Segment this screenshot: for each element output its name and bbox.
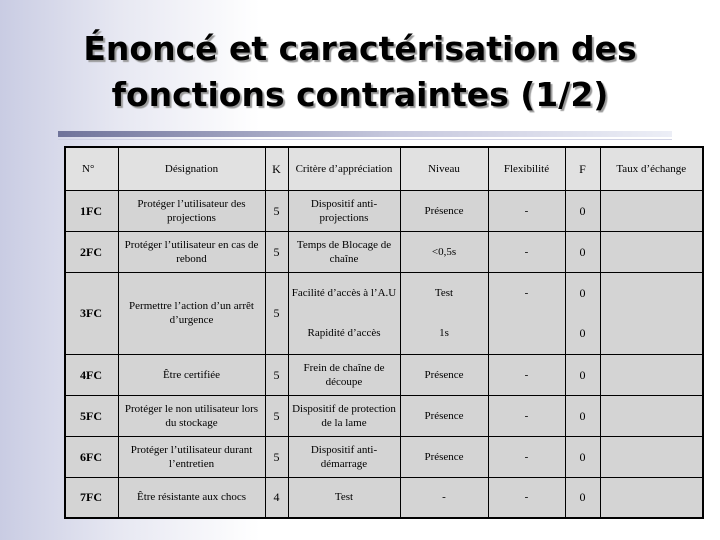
- cell-critere: Facilité d’accès à l’A.U: [288, 272, 400, 313]
- cell-k: 5: [265, 436, 288, 477]
- cell-niveau: -: [400, 477, 488, 518]
- cell-f: 0: [565, 313, 600, 354]
- cell-k: 5: [265, 272, 288, 354]
- cell-critere: Temps de Blocage de chaîne: [288, 231, 400, 272]
- cell-flexibilite: -: [488, 190, 565, 231]
- cell-taux: [600, 272, 703, 354]
- cell-taux: [600, 477, 703, 518]
- cell-critere: Dispositif de protection de la lame: [288, 395, 400, 436]
- table-row: [65, 190, 703, 231]
- table-row: [65, 395, 703, 436]
- cell-taux: [600, 190, 703, 231]
- cell-designation: Permettre l’action d’un arrêt d’urgence: [118, 272, 265, 354]
- cell-niveau: Présence: [400, 354, 488, 395]
- cell-critere: Dispositif anti-démarrage: [288, 436, 400, 477]
- cell-flexibilite: -: [488, 477, 565, 518]
- cell-critere: Test: [288, 477, 400, 518]
- table-row: [65, 272, 703, 313]
- cell-f: 0: [565, 436, 600, 477]
- cell-designation: Être certifiée: [118, 354, 265, 395]
- header-k: K: [265, 147, 288, 190]
- cell-niveau: Présence: [400, 395, 488, 436]
- header-f: F: [565, 147, 600, 190]
- cell-f: 0: [565, 354, 600, 395]
- cell-flexibilite: -: [488, 272, 565, 313]
- header-niveau: Niveau: [400, 147, 488, 190]
- cell-flexibilite: -: [488, 436, 565, 477]
- cell-taux: [600, 354, 703, 395]
- table-row: [65, 436, 703, 477]
- cell-k: 5: [265, 354, 288, 395]
- cell-num: 4FC: [65, 354, 118, 395]
- cell-flexibilite: -: [488, 354, 565, 395]
- cell-flexibilite: [488, 313, 565, 354]
- cell-critere: Frein de chaîne de découpe: [288, 354, 400, 395]
- cell-taux: [600, 231, 703, 272]
- slide-title: [0, 26, 720, 118]
- cell-niveau: <0,5s: [400, 231, 488, 272]
- cell-critere: Dispositif anti-projections: [288, 190, 400, 231]
- title-divider: [58, 131, 672, 137]
- header-num: N°: [65, 147, 118, 190]
- cell-taux: [600, 436, 703, 477]
- table-row: [65, 354, 703, 395]
- cell-num: 5FC: [65, 395, 118, 436]
- cell-k: 5: [265, 190, 288, 231]
- header-taux: Taux d’échange: [600, 147, 703, 190]
- table-row: [65, 231, 703, 272]
- cell-niveau: Test: [400, 272, 488, 313]
- cell-taux: [600, 395, 703, 436]
- cell-designation: Protéger l’utilisateur des projections: [118, 190, 265, 231]
- cell-f: 0: [565, 272, 600, 313]
- cell-f: 0: [565, 231, 600, 272]
- cell-f: 0: [565, 477, 600, 518]
- cell-num: 7FC: [65, 477, 118, 518]
- cell-critere: Rapidité d’accès: [288, 313, 400, 354]
- cell-num: 1FC: [65, 190, 118, 231]
- table-header-row: [65, 147, 703, 190]
- header-flexibilite: Flexibilité: [488, 147, 565, 190]
- cell-num: 6FC: [65, 436, 118, 477]
- cell-niveau: 1s: [400, 313, 488, 354]
- cell-f: 0: [565, 395, 600, 436]
- slide-title-line2: fonctions contraintes (1/2): [111, 75, 609, 114]
- title-divider-thin: [58, 139, 672, 140]
- header-designation: Désignation: [118, 147, 265, 190]
- slide-title-line1: Énoncé et caractérisation des: [83, 29, 637, 68]
- cell-designation: Protéger le non utilisateur lors du stockage: [118, 395, 265, 436]
- cell-flexibilite: -: [488, 231, 565, 272]
- cell-designation: Être résistante aux chocs: [118, 477, 265, 518]
- cell-k: 5: [265, 231, 288, 272]
- cell-flexibilite: -: [488, 395, 565, 436]
- cell-designation: Protéger l’utilisateur en cas de rebond: [118, 231, 265, 272]
- cell-num: 2FC: [65, 231, 118, 272]
- cell-f: 0: [565, 190, 600, 231]
- cell-num: 3FC: [65, 272, 118, 354]
- table-row: [65, 477, 703, 518]
- constraints-table: [64, 146, 704, 519]
- cell-niveau: Présence: [400, 190, 488, 231]
- cell-k: 4: [265, 477, 288, 518]
- cell-k: 5: [265, 395, 288, 436]
- cell-designation: Protéger l’utilisateur durant l’entretien: [118, 436, 265, 477]
- cell-niveau: Présence: [400, 436, 488, 477]
- header-critere: Critère d’appréciation: [288, 147, 400, 190]
